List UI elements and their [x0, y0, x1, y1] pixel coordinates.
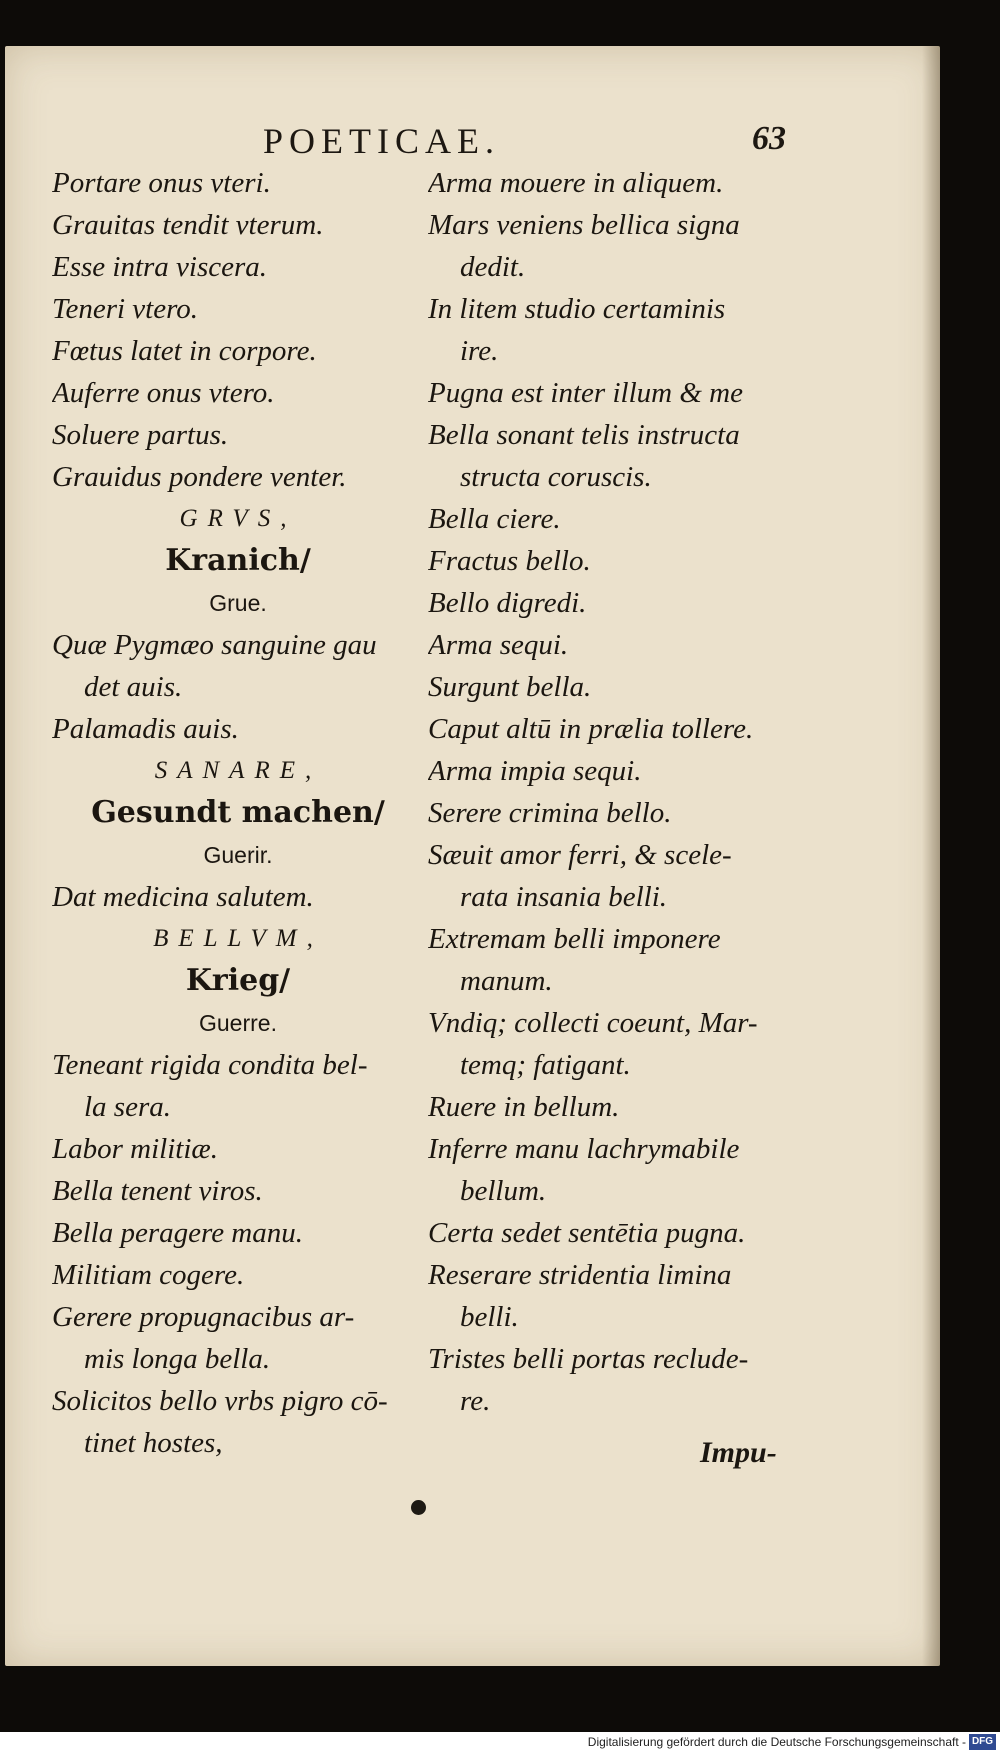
- left-column-line: Solicitos bello vrbs pigro cō-: [52, 1385, 388, 1417]
- right-column-line: Certa sedet sentētia pugna.: [428, 1217, 746, 1249]
- left-column-line: Auferre onus vtero.: [52, 377, 275, 409]
- digitization-credit-bar: [0, 1732, 1000, 1754]
- right-column-line: rata insania belli.: [460, 881, 668, 913]
- left-column-line: Teneri vtero.: [52, 293, 199, 325]
- right-column-line: Sæuit amor ferri, & scele-: [428, 839, 732, 871]
- left-column-line: Labor militiæ.: [52, 1133, 218, 1165]
- right-column-line: structa coruscis.: [460, 461, 652, 493]
- right-column-line: Bella sonant telis instructa: [428, 419, 740, 451]
- left-column-line: Portare onus vteri.: [52, 167, 271, 199]
- right-column: [428, 162, 808, 1422]
- left-column: [52, 162, 424, 1464]
- right-column-line: Reserare stridentia limina: [428, 1259, 732, 1291]
- right-column-line: Extremam belli imponere: [428, 923, 721, 955]
- right-column-line: Tristes belli portas reclude-: [428, 1343, 749, 1375]
- left-column-line: Guerir.: [203, 842, 273, 868]
- right-column-line: Ruere in bellum.: [428, 1091, 620, 1123]
- right-column-line: bellum.: [460, 1175, 547, 1207]
- left-column-line: Gerere propugnacibus ar-: [52, 1301, 355, 1333]
- right-column-line: Mars veniens bellica signa: [428, 209, 740, 241]
- right-column-line: Vndiq; collecti coeunt, Mar-: [428, 1007, 758, 1039]
- page-number: 63: [752, 120, 786, 157]
- right-column-line: manum.: [460, 965, 553, 997]
- left-column-line: Soluere partus.: [52, 419, 229, 451]
- dfg-logo: DFG: [969, 1734, 996, 1750]
- catchword: Impu-: [700, 1436, 777, 1469]
- left-column-line: mis longa bella.: [84, 1343, 271, 1375]
- running-head: POETICAE.: [263, 121, 500, 161]
- left-column-line: SANARE,: [154, 757, 322, 784]
- right-column-line: belli.: [460, 1301, 519, 1333]
- right-column-line: ire.: [460, 335, 499, 367]
- ink-dot: [411, 1500, 426, 1515]
- left-column-line: Grauidus pondere venter.: [52, 461, 347, 493]
- left-column-line: tinet hostes,: [84, 1427, 223, 1459]
- right-column-line: dedit.: [460, 251, 526, 283]
- left-column-line: Quæ Pygmæo sanguine gau: [52, 629, 377, 661]
- left-column-line: Teneant rigida condita bel-: [52, 1049, 368, 1081]
- right-column-line: In litem studio certaminis: [428, 293, 726, 325]
- left-column-line: Bella peragere manu.: [52, 1217, 304, 1249]
- left-column-line: BELLVM,: [153, 925, 323, 952]
- right-column-line: Pugna est inter illum & me: [428, 377, 743, 409]
- left-column-line: Fœtus latet in corpore.: [52, 335, 317, 367]
- right-column-line: Bello digredi.: [428, 587, 587, 619]
- left-column-line: Militiam cogere.: [52, 1259, 245, 1291]
- left-column-line: la sera.: [84, 1091, 171, 1123]
- right-column-line: Bella ciere.: [428, 503, 561, 535]
- right-column-line: Arma sequi.: [428, 629, 569, 661]
- right-column-line: Surgunt bella.: [428, 671, 592, 703]
- right-column-line: Arma impia sequi.: [428, 755, 642, 787]
- left-column-line: GRVS,: [179, 505, 297, 532]
- left-column-line: Palamadis auis.: [52, 713, 239, 745]
- left-column-line: Kranich/: [165, 543, 311, 578]
- right-column-line: Inferre manu lachrymabile: [428, 1133, 740, 1165]
- left-column-line: Gesundt machen/: [91, 795, 385, 830]
- page-edge-shadow: [922, 46, 940, 1666]
- left-column-line: Grauitas tendit vterum.: [52, 209, 324, 241]
- left-column-line: Dat medicina salutem.: [52, 881, 314, 913]
- left-column-line: Bella tenent viros.: [52, 1175, 263, 1207]
- left-column-line: Krieg/: [185, 963, 291, 998]
- credit-text: Digitalisierung gefördert durch die Deutsche Forschungsgemeinschaft -: [587, 1735, 966, 1749]
- right-column-line: Fractus bello.: [428, 545, 591, 577]
- right-column-line: Serere crimina bello.: [428, 797, 672, 829]
- left-column-line: Esse intra viscera.: [52, 251, 268, 283]
- left-column-line: Guerre.: [199, 1010, 277, 1036]
- right-column-line: Arma mouere in aliquem.: [428, 167, 724, 199]
- right-column-line: temq; fatigant.: [460, 1049, 631, 1081]
- right-column-line: re.: [460, 1385, 491, 1417]
- left-column-line: Grue.: [209, 590, 267, 616]
- left-column-line: det auis.: [84, 671, 183, 703]
- right-column-line: Caput altū in prælia tollere.: [428, 713, 754, 745]
